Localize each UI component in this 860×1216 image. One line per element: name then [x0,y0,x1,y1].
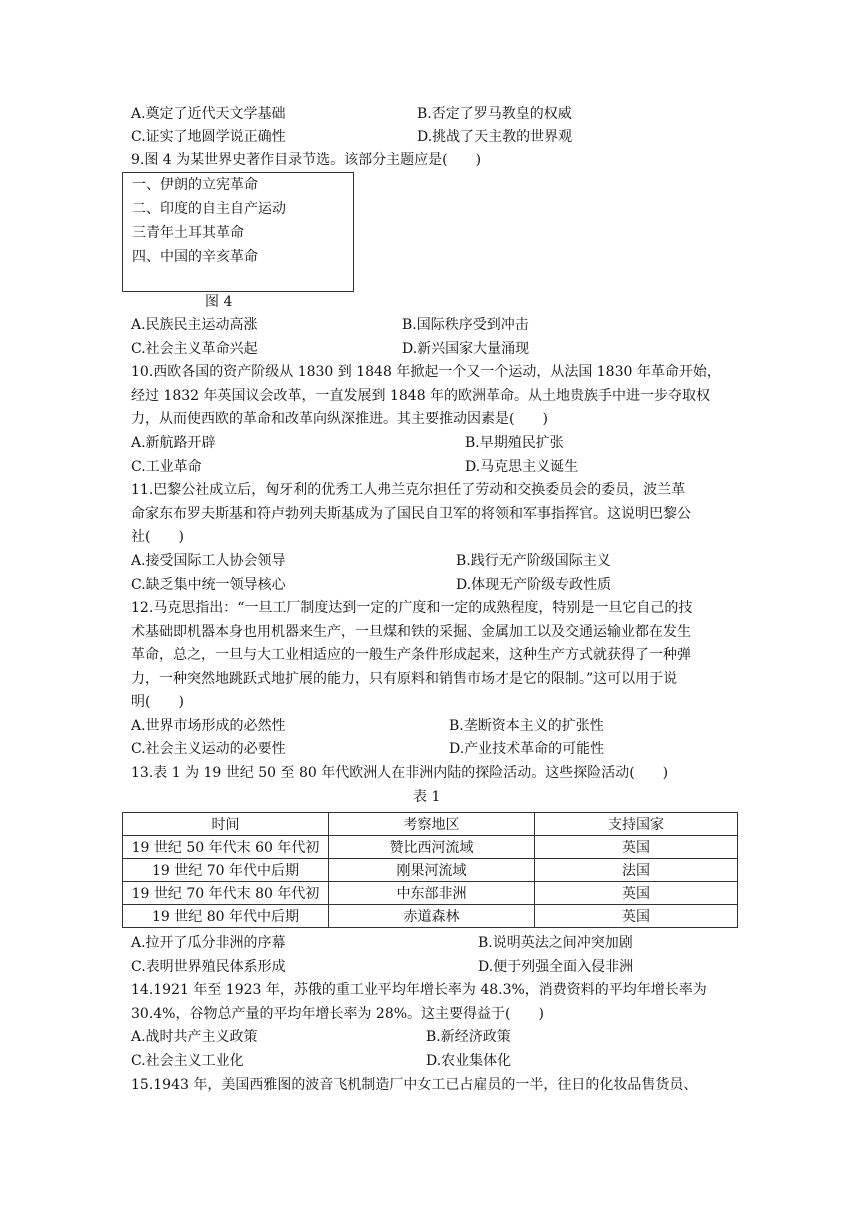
table-cell: 英国 [535,905,738,928]
q10-option-a[interactable]: A.新航路开辟 [131,435,216,451]
table-cell: 19 世纪 80 年代中后期 [123,905,329,928]
q12-stem-line: 力，一种突然地跳跃式地扩展的能力，只有原料和销售市场才是它的限制。”这可以用于说 [131,671,678,687]
table-header-row [123,813,738,836]
q9-option-b[interactable]: B.国际秩序受到冲击 [402,317,529,333]
table-row [123,905,738,928]
q8-option-c[interactable]: C.证实了地圆学说正确性 [131,129,286,145]
table-cell: 英国 [535,836,738,859]
table-cell: 中东部非洲 [329,882,535,905]
q11-stem-line: 命家东布罗夫斯基和符卢勃列夫斯基成为了国民自卫军的将领和军事指挥官。这说明巴黎公 [131,506,691,522]
q10-stem-line: 10.西欧各国的资产阶级从 1830 到 1848 年掀起一个又一个运动，从法国 1830 年革命开始， [131,364,721,380]
figure-4-box [122,172,354,292]
q12-stem-line: 12.马克思指出：“一旦工厂制度达到一定的广度和一定的成熟程度，特别是一旦它自己的技 [131,600,693,616]
q8-option-b[interactable]: B.否定了罗马教皇的权威 [417,106,572,122]
q11-option-d[interactable]: D.体现无产阶级专政性质 [456,577,612,593]
q14-option-a[interactable]: A.战时共产主义政策 [131,1029,258,1045]
q10-option-c[interactable]: C.工业革命 [131,459,202,475]
q14-option-d[interactable]: D.农业集体化 [426,1053,512,1069]
q11-stem-line: 社( ) [131,529,184,545]
q12-option-c[interactable]: C.社会主义运动的必要性 [131,741,286,757]
q12-option-d[interactable]: D.产业技术革命的可能性 [449,741,605,757]
q11-option-c[interactable]: C.缺乏集中统一领导核心 [131,577,286,593]
figure-4-caption: 图 4 [205,294,233,310]
q8-option-d[interactable]: D.挑战了天主教的世界观 [417,129,573,145]
q9-stem: 9.图 4 为某世界史著作目录节选。该部分主题应是( ) [131,152,482,168]
q12-stem-line: 明( ) [131,694,184,710]
q13-option-a[interactable]: A.拉开了瓜分非洲的序幕 [131,935,286,951]
q9-option-c[interactable]: C.社会主义革命兴起 [131,341,258,357]
q14-stem-line: 30.4%，谷物总产量的平均年增长率为 28%。这主要得益于( ) [131,1006,544,1022]
q13-option-b[interactable]: B.说明英法之间冲突加剧 [478,935,633,951]
q14-stem-line: 14.1921 年至 1923 年，苏俄的重工业平均年增长率为 48.3%，消费资料的平均年增长率为 [131,982,707,998]
figure-4-item: 一、伊朗的立宪革命 [132,177,258,193]
q14-option-b[interactable]: B.新经济政策 [426,1029,511,1045]
table-1-caption: 表 1 [413,789,441,805]
table-cell: 19 世纪 70 年代中后期 [123,859,329,882]
table-1 [122,812,738,928]
table-header-time: 时间 [123,813,329,836]
q8-option-a[interactable]: A.奠定了近代天文学基础 [131,106,286,122]
table-cell: 刚果河流域 [329,859,535,882]
table-cell: 英国 [535,882,738,905]
q15-stem-line: 15.1943 年，美国西雅图的波音飞机制造厂中女工已占雇员的一半，往日的化妆品售货员、 [131,1077,698,1093]
q12-option-a[interactable]: A.世界市场形成的必然性 [131,718,286,734]
table-cell: 法国 [535,859,738,882]
table-cell: 赤道森林 [329,905,535,928]
q12-stem-line: 术基础即机器本身也用机器来生产，一旦煤和铁的采掘、金属加工以及交通运输业都在发生 [131,624,691,640]
figure-4-item: 二、印度的自主自产运动 [132,201,286,217]
table-row [123,859,738,882]
q12-option-b[interactable]: B.垄断资本主义的扩张性 [449,718,604,734]
q10-option-b[interactable]: B.早期殖民扩张 [465,435,564,451]
q13-option-c[interactable]: C.表明世界殖民体系形成 [131,959,286,975]
q11-option-a[interactable]: A.接受国际工人协会领导 [131,553,286,569]
table-cell: 19 世纪 50 年代末 60 年代初 [123,836,329,859]
q13-option-d[interactable]: D.便于列强全面入侵非洲 [478,959,634,975]
q11-stem-line: 11.巴黎公社成立后，匈牙利的优秀工人弗兰克尔担任了劳动和交换委员会的委员，波兰革 [131,482,686,498]
q11-option-b[interactable]: B.践行无产阶级国际主义 [456,553,611,569]
q12-stem-line: 革命，总之，一旦与大工业相适应的一般生产条件形成起来，这种生产方式就获得了一种弹 [131,647,691,663]
figure-4-item: 三青年土耳其革命 [132,225,244,241]
q14-option-c[interactable]: C.社会主义工业化 [131,1053,244,1069]
q9-option-d[interactable]: D.新兴国家大量涌现 [402,341,530,357]
q10-stem-line: 力，从而使西欧的革命和改革向纵深推进。其主要推动因素是( ) [131,411,548,427]
figure-4-item: 四、中国的辛亥革命 [132,249,258,265]
table-header-region: 考察地区 [329,813,535,836]
table-cell: 赞比西河流域 [329,836,535,859]
table-header-country: 支持国家 [535,813,738,836]
q9-option-a[interactable]: A.民族民主运动高涨 [131,317,258,333]
table-row [123,836,738,859]
table-cell: 19 世纪 70 年代末 80 年代初 [123,882,329,905]
q13-stem: 13.表 1 为 19 世纪 50 至 80 年代欧洲人在非洲内陆的探险活动。这些探险活动( ) [131,765,669,781]
q10-stem-line: 经过 1832 年英国议会改革，一直发展到 1848 年的欧洲革命。从土地贵族手中进一步夺取权 [131,388,711,404]
table-row [123,882,738,905]
q10-option-d[interactable]: D.马克思主义诞生 [465,459,579,475]
